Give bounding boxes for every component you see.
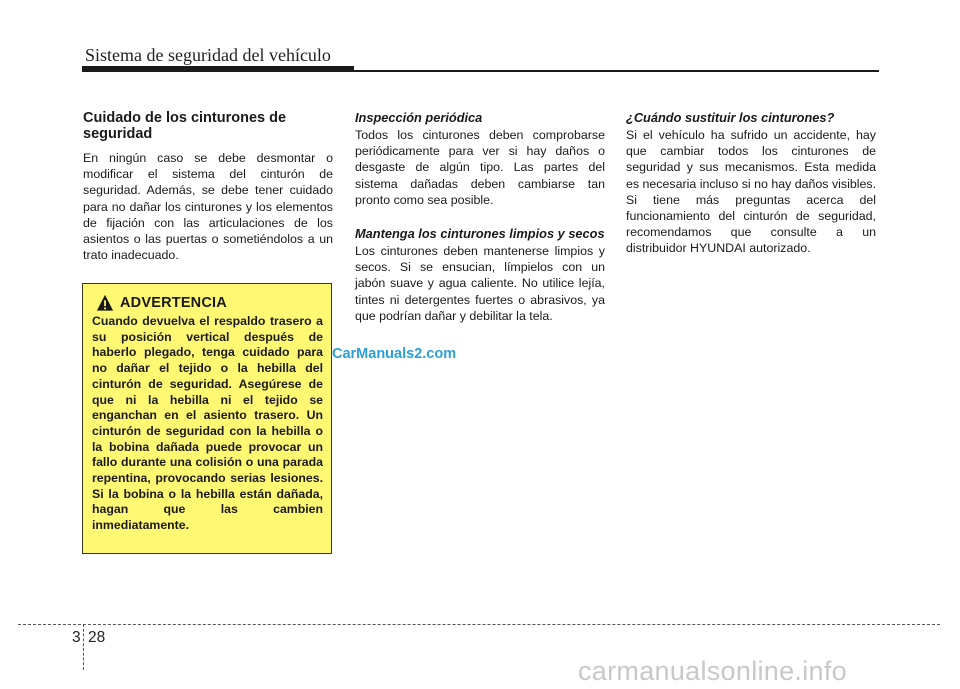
section-body-clean: Los cinturones deben mantenerse limpios y secos. Si se ensucian, límpielos con un jabón suave y agua caliente. No utilice lejía, tintes ni detergentes fuertes o abrasivos, ya que podrían dañar y debilitar la tela. — [355, 244, 605, 323]
warning-triangle-icon — [96, 294, 114, 312]
column-2 — [355, 110, 605, 342]
warning-header — [92, 294, 323, 312]
column-3 — [626, 110, 876, 275]
section-heading-clean: Mantenga los cinturones limpios y secos — [355, 226, 605, 242]
warning-text: Cuando devuelva el respaldo trasero a su posición vertical después de haberlo plegado, tenga cuidado para no dañar el tejido o la hebilla del cinturón de seguridad. Asegúrese de que ni la hebilla ni el tejido se enganchan en el asiento trasero. Un cinturón de seguridad con la hebilla o la bobina dañada puede provocar un fallo durante una colisión o una parada repentina, provocando serias lesiones. Si la bobina o la hebilla están dañada, hagan que las cambien inmediatamente. — [92, 314, 323, 533]
section-body-replace: Si el vehículo ha sufrido un accidente, hay que cambiar todos los cinturones de seguridad y sus mecanismos. Esta medida es necesaria incluso si no hay daños visibles. Si tiene más preguntas acerca del funcionamiento del cinturón de seguridad, recomendamos que consulte a un distribuidor HYUNDAI autorizado. — [626, 128, 877, 256]
site-watermark: carmanualsonline.info — [578, 656, 847, 686]
page-header-title: Sistema de seguridad del vehículo — [85, 45, 331, 65]
section-heading-replace: ¿Cuándo sustituir los cinturones? — [626, 110, 835, 125]
section-heading-care: Cuidado de los cinturones de seguridad — [83, 110, 287, 142]
page-number: 28 — [88, 629, 106, 646]
section-heading-inspection: Inspección periódica — [355, 110, 483, 125]
section-body-inspection: Todos los cinturones deben comprobarse periódicamente para ver si hay daños o desgaste de algún tipo. Las partes del sistema dañadas deben cambiarse tan pronto como sea posible. — [355, 128, 605, 207]
column-1 — [83, 110, 333, 281]
warning-box — [82, 283, 332, 554]
watermark-carmanuals: CarManuals2.com — [332, 346, 457, 362]
footer-divider — [83, 624, 84, 670]
header-rule — [82, 70, 879, 72]
warning-title: ADVERTENCIA — [120, 295, 227, 311]
footer-rule — [18, 624, 940, 625]
section-body-care: En ningún caso se debe desmontar o modificar el sistema del cinturón de seguridad. Además, se debe tener cuidado para no dañar los cinturones y los elementos de fijación con las articulaciones de los asientos o las puertas o sometiéndolos a un trato inadecuado. — [83, 151, 333, 263]
page-chapter-number: 3 — [72, 629, 81, 646]
